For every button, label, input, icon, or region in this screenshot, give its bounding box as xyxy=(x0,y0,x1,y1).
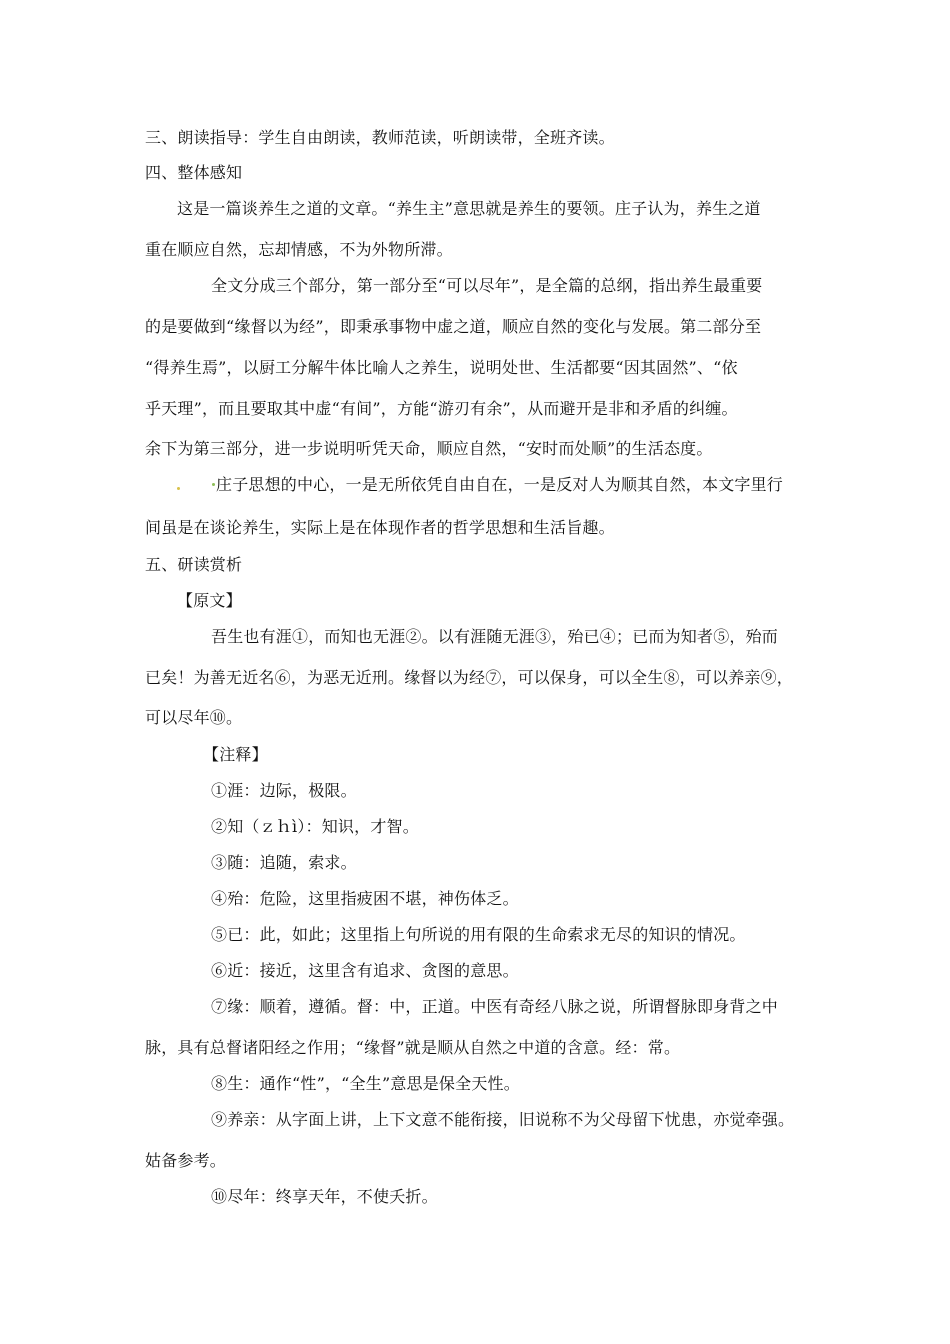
section4-p2-line: 的是要做到“缘督以为经”，即秉承事物中虚之道，顺应自然的变化与发展。第二部分至 xyxy=(145,317,762,336)
note-item: ③随：追随，索求。 xyxy=(211,853,357,872)
section5-heading: 五、研读赏析 xyxy=(145,555,243,574)
note-item: ④殆：危险，这里指疲困不堪，神伤体乏。 xyxy=(211,889,519,908)
section4-p2-line: “得养生焉”，以厨工分解牛体比喻人之养生，说明处世、生活都要“因其固然”、“依 xyxy=(145,358,738,377)
note-item: ⑧生：通作“性”，“全生”意思是保全天性。 xyxy=(211,1074,520,1093)
note-item: ⑨养亲：从字面上讲，上下文意不能衔接，旧说称不为父母留下忧患，亦觉牵强。 xyxy=(211,1110,795,1129)
yellow-speck xyxy=(177,487,180,490)
original-line: 已矣！为善无近名⑥，为恶无近刑。缘督以为经⑦，可以保身，可以全生⑧，可以养亲⑨， xyxy=(145,668,794,687)
note-item: ⑦缘：顺着，遵循。督：中，正道。中医有奇经八脉之说，所谓督脉即身背之中 xyxy=(211,997,779,1016)
notes-label: 【注释】 xyxy=(203,745,268,764)
section4-p2-line: 乎天理”，而且要取其中虚“有间”，方能“游刃有余”，从而避开是非和矛盾的纠缠。 xyxy=(145,399,738,418)
section4-p3-line: 间虽是在谈论养生，实际上是在体现作者的哲学思想和生活旨趣。 xyxy=(145,518,615,537)
note-item: ⑩尽年：终享天年，不使夭折。 xyxy=(211,1187,438,1206)
note-item: ⑤已：此，如此；这里指上句所说的用有限的生命索求无尽的知识的情况。 xyxy=(211,925,746,944)
section4-p1-line: 重在顺应自然，忘却情感，不为外物所滞。 xyxy=(145,240,453,259)
section4-p1-line: 这是一篇谈养生之道的文章。“养生主”意思就是养生的要领。庄子认为，养生之道 xyxy=(177,199,761,218)
original-line: 可以尽年⑩。 xyxy=(145,708,243,727)
section4-heading: 四、整体感知 xyxy=(145,163,243,182)
green-speck xyxy=(212,483,215,486)
section3-line: 三、朗读指导：学生自由朗读，教师范读，听朗读带，全班齐读。 xyxy=(145,128,615,147)
section4-p3-line: 庄子思想的中心，一是无所依凭自由自在，一是反对人为顺其自然，本文字里行 xyxy=(216,475,784,494)
note-item-continued: 脉，具有总督诸阳经之作用；“缘督”就是顺从自然之中道的含意。经：常。 xyxy=(145,1038,681,1057)
note-item: ②知（ｚｈì）：知识，才智。 xyxy=(211,817,419,836)
original-label: 【原文】 xyxy=(177,591,242,610)
note-item: ⑥近：接近，这里含有追求、贪图的意思。 xyxy=(211,961,519,980)
section4-p2-line: 全文分成三个部分，第一部分至“可以尽年”，是全篇的总纲，指出养生最重要 xyxy=(211,276,763,295)
note-item: ①涯：边际，极限。 xyxy=(211,781,357,800)
note-item-continued: 姑备参考。 xyxy=(145,1151,227,1170)
section4-p2-line: 余下为第三部分，进一步说明听凭天命，顺应自然，“安时而处顺”的生活态度。 xyxy=(145,439,713,458)
original-line: 吾生也有涯①，而知也无涯②。以有涯随无涯③，殆已④；已而为知者⑤，殆而 xyxy=(211,627,779,646)
